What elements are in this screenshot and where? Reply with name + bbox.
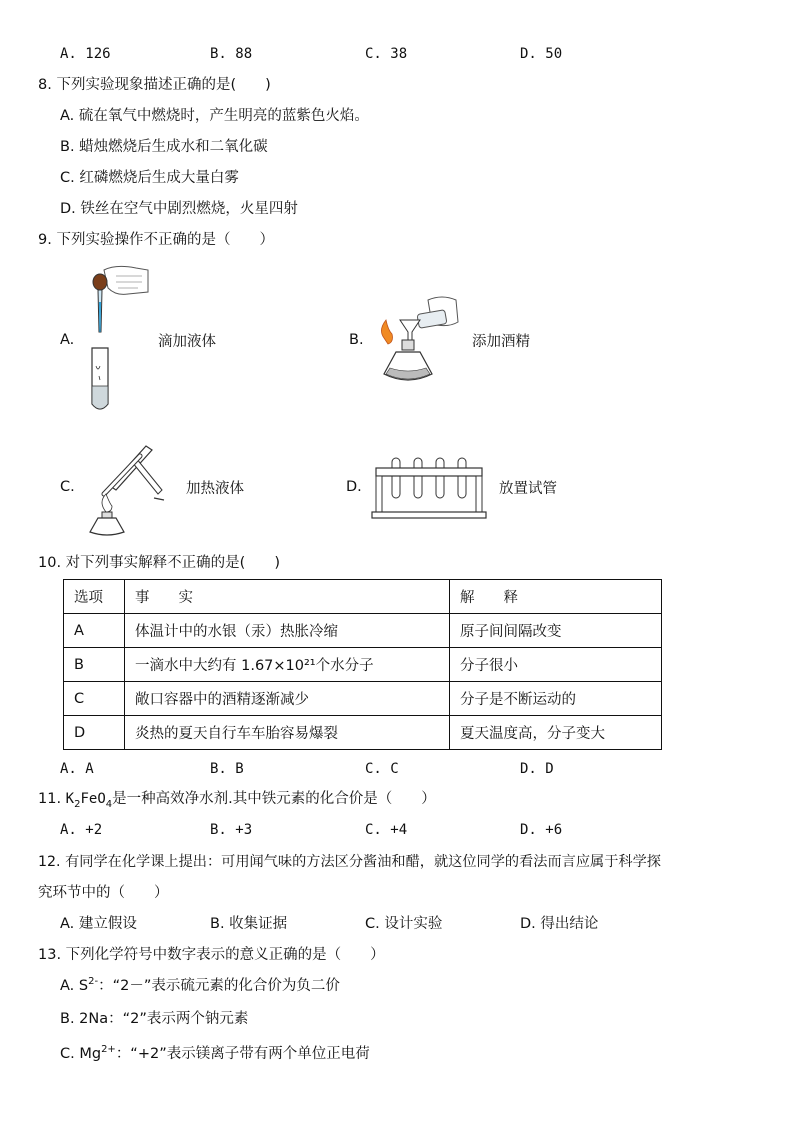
table-row bbox=[64, 682, 662, 716]
q11-stem bbox=[38, 789, 436, 809]
q12-option-b[interactable]: B. 收集证据 bbox=[210, 916, 288, 932]
q9-stem: 9. 下列实验操作不正确的是（ ） bbox=[38, 232, 274, 248]
q12-option-a[interactable]: A. 建立假设 bbox=[60, 916, 137, 932]
table-header-row bbox=[64, 580, 662, 614]
q11-stem-text: 是一种高效净水剂.其中铁元素的化合价是（ ） bbox=[112, 791, 436, 807]
table-cell: 敞口容器中的酒精逐渐减少 bbox=[125, 682, 450, 716]
q8-option-a[interactable]: A. 硫在氧气中燃烧时，产生明亮的蓝紫色火焰。 bbox=[60, 108, 369, 124]
q9-option-d-letter[interactable]: D. bbox=[346, 479, 362, 495]
q13-option-c-charge: 2+ bbox=[101, 1044, 116, 1056]
q9-option-d-caption: 放置试管 bbox=[499, 481, 557, 497]
q9-option-a-letter[interactable]: A. bbox=[60, 332, 75, 348]
alcohol-lamp-funnel-icon bbox=[372, 294, 462, 386]
table-cell: D bbox=[64, 716, 125, 750]
q8-option-d[interactable]: D. 铁丝在空气中剧烈燃烧，火星四射 bbox=[60, 201, 298, 217]
table-header-cell: 选项 bbox=[64, 580, 125, 614]
q11-formula-k: K bbox=[65, 791, 75, 807]
dropper-test-tube-icon bbox=[76, 262, 152, 414]
table-cell: 原子间间隔改变 bbox=[450, 614, 662, 648]
table-row bbox=[64, 614, 662, 648]
table-cell: 体温计中的水银（汞）热胀冷缩 bbox=[125, 614, 450, 648]
q10-table bbox=[63, 579, 662, 750]
table-cell: A bbox=[64, 614, 125, 648]
q13-option-c-symbol: C. Mg bbox=[60, 1046, 102, 1062]
q11-option-b[interactable]: B. +3 bbox=[210, 822, 253, 838]
q13-option-a-text: ：“2－”表示硫元素的化合价为负二价 bbox=[98, 978, 340, 994]
q9-option-a-caption: 滴加液体 bbox=[158, 334, 216, 350]
table-row bbox=[64, 648, 662, 682]
table-cell: 分子是不断运动的 bbox=[450, 682, 662, 716]
q11-option-d[interactable]: D. +6 bbox=[520, 822, 563, 838]
test-tube-rack-icon bbox=[370, 454, 488, 520]
q10-option-b[interactable]: B. B bbox=[210, 761, 244, 777]
table-cell: 夏天温度高，分子变大 bbox=[450, 716, 662, 750]
q13-option-c[interactable] bbox=[60, 1044, 370, 1064]
q8-stem: 8. 下列实验现象描述正确的是( ) bbox=[38, 77, 271, 93]
table-header-cell: 事 实 bbox=[125, 580, 450, 614]
table-header-cell: 解 释 bbox=[450, 580, 662, 614]
q13-option-a-charge: 2- bbox=[88, 976, 99, 988]
q7-option-c[interactable]: C. 38 bbox=[365, 46, 408, 62]
q12-stem-line1: 12. 有同学在化学课上提出：可用闻气味的方法区分酱油和醋，就这位同学的看法而言应属于科学探 bbox=[38, 854, 661, 870]
q11-formula-sub2: 4 bbox=[105, 798, 113, 810]
q7-option-a[interactable]: A. 126 bbox=[60, 46, 111, 62]
table-cell: 分子很小 bbox=[450, 648, 662, 682]
heating-test-tube-icon bbox=[84, 440, 178, 536]
q10-option-c[interactable]: C. C bbox=[365, 761, 399, 777]
q13-stem: 13. 下列化学符号中数字表示的意义正确的是（ ） bbox=[38, 947, 385, 963]
q12-option-d[interactable]: D. 得出结论 bbox=[520, 916, 599, 932]
q13-option-a[interactable] bbox=[60, 976, 340, 996]
q8-option-b[interactable]: B. 蜡烛燃烧后生成水和二氧化碳 bbox=[60, 139, 268, 155]
table-cell: B bbox=[64, 648, 125, 682]
q10-stem: 10. 对下列事实解释不正确的是( ) bbox=[38, 555, 280, 571]
table-cell: 一滴水中大约有 1.67×10²¹个水分子 bbox=[125, 648, 450, 682]
q9-option-b-caption: 添加酒精 bbox=[472, 334, 530, 350]
q12-stem-line2: 究环节中的（ ） bbox=[38, 885, 169, 901]
table-row bbox=[64, 716, 662, 750]
q13-option-b[interactable]: B. 2Na：“2”表示两个钠元素 bbox=[60, 1011, 249, 1027]
q11-number: 11. bbox=[38, 791, 66, 807]
table-cell: C bbox=[64, 682, 125, 716]
q11-option-a[interactable]: A. +2 bbox=[60, 822, 103, 838]
q13-option-a-symbol: A. S bbox=[60, 978, 89, 994]
q11-formula-feo: FeO bbox=[80, 791, 106, 807]
table-cell: 炎热的夏天自行车车胎容易爆裂 bbox=[125, 716, 450, 750]
q11-option-c[interactable]: C. +4 bbox=[365, 822, 408, 838]
q13-option-c-text: ：“+2”表示镁离子带有两个单位正电荷 bbox=[115, 1046, 370, 1062]
q9-option-c-caption: 加热液体 bbox=[186, 481, 244, 497]
q12-option-c[interactable]: C. 设计实验 bbox=[365, 916, 443, 932]
q10-option-a[interactable]: A. A bbox=[60, 761, 94, 777]
q9-option-b-letter[interactable]: B. bbox=[349, 332, 364, 348]
q7-option-d[interactable]: D. 50 bbox=[520, 46, 563, 62]
q9-option-c-letter[interactable]: C. bbox=[60, 479, 75, 495]
q11-formula-sub1: 2 bbox=[74, 798, 81, 810]
q8-option-c[interactable]: C. 红磷燃烧后生成大量白雾 bbox=[60, 170, 239, 186]
q10-option-d[interactable]: D. D bbox=[520, 761, 554, 777]
q7-option-b[interactable]: B. 88 bbox=[210, 46, 253, 62]
